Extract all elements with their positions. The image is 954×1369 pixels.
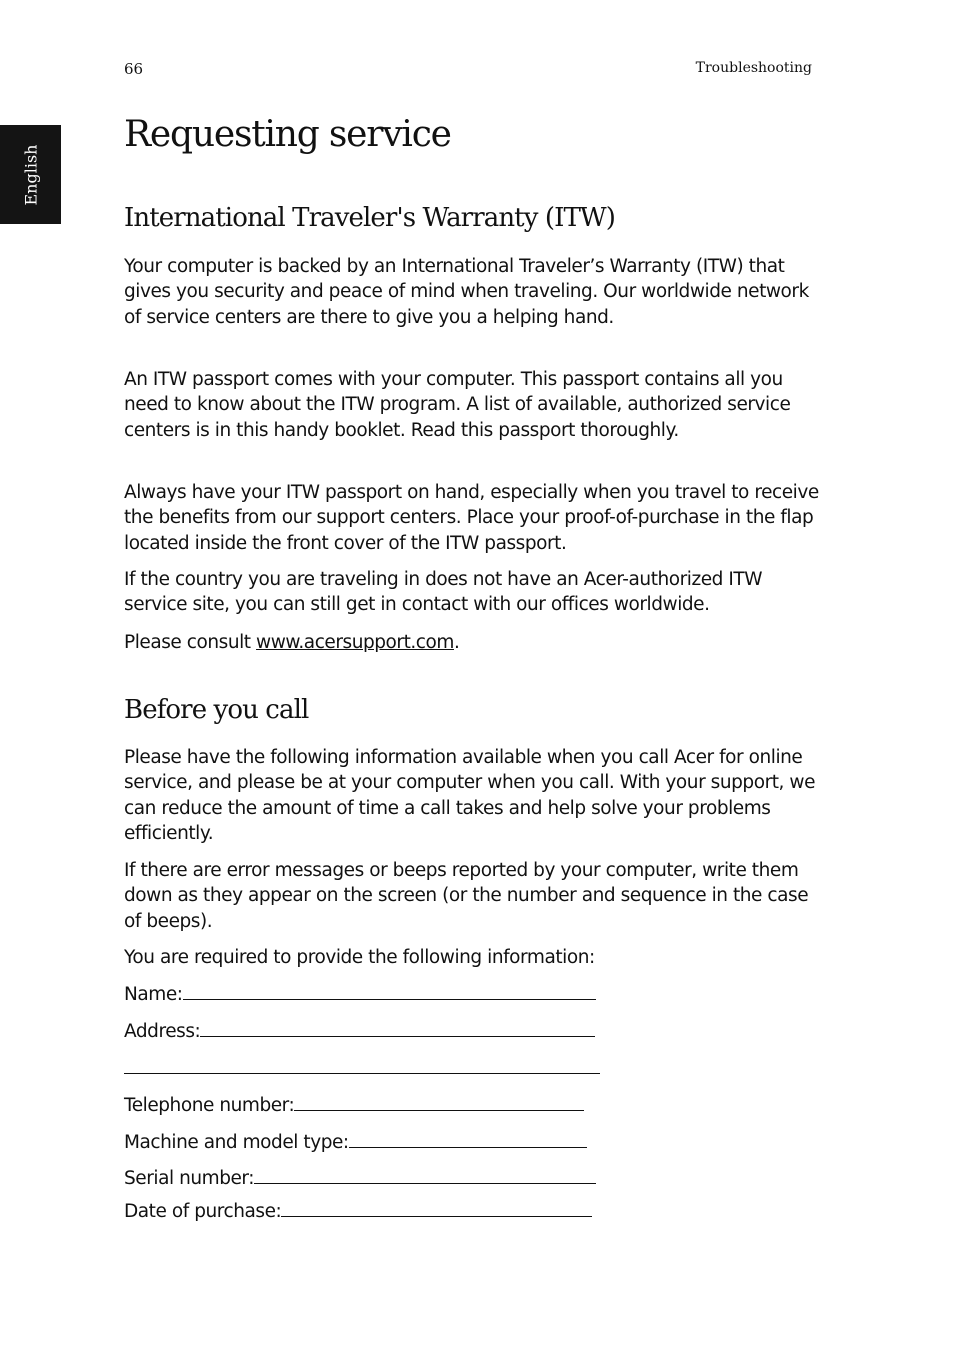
consult-paragraph bbox=[124, 630, 824, 655]
machine-model-field-label: Machine and model type: bbox=[124, 1132, 349, 1153]
serial-number-field-label: Serial number: bbox=[124, 1168, 255, 1189]
page-title: Requesting service bbox=[124, 114, 451, 155]
itw-paragraph: If the country you are traveling in does not have an Acer-authorized ITW service site, you can still get in contact with our offices worldwide. bbox=[124, 569, 763, 616]
itw-paragraph: An ITW passport comes with your computer. This passport contains all you need to know about the ITW program. A list of available, authorized service centers is in this handy booklet. Read this passport thoroughly. bbox=[124, 369, 791, 441]
address-blank[interactable] bbox=[200, 1019, 595, 1037]
language-tab bbox=[0, 125, 61, 224]
before-call-heading: Before you call bbox=[124, 695, 309, 725]
acersupport-link[interactable]: www.acersupport.com bbox=[256, 632, 454, 653]
page-number: 66 bbox=[124, 60, 144, 78]
address-continuation bbox=[124, 1056, 600, 1081]
name-field-label: Name: bbox=[124, 984, 183, 1005]
before-call-paragraph: If there are error messages or beeps reported by your computer, write them down as they appear on the screen (or the number and sequence in the case of beeps). bbox=[124, 860, 809, 932]
serial-number-field bbox=[124, 1166, 596, 1191]
consult-prefix: Please consult bbox=[124, 632, 257, 653]
address-blank-line-2[interactable] bbox=[124, 1056, 600, 1074]
purchase-date-field bbox=[124, 1199, 592, 1224]
name-blank[interactable] bbox=[183, 982, 596, 1000]
purchase-date-field-label: Date of purchase: bbox=[124, 1201, 282, 1222]
address-field bbox=[124, 1019, 595, 1044]
itw-heading: International Traveler's Warranty (ITW) bbox=[124, 203, 615, 233]
itw-paragraph: Always have your ITW passport on hand, especially when you travel to receive the benefits from our support centers. Place your proof-of-purchase in the flap located inside the front cover of the ITW passport. bbox=[124, 482, 819, 554]
telephone-field-label: Telephone number: bbox=[124, 1095, 295, 1116]
purchase-date-blank[interactable] bbox=[281, 1199, 592, 1217]
before-call-paragraph: You are required to provide the following information: bbox=[124, 947, 595, 968]
consult-suffix: . bbox=[453, 632, 460, 653]
serial-number-blank[interactable] bbox=[254, 1166, 596, 1184]
before-call-paragraph: Please have the following information available when you call Acer for online service, and please be at your computer when you call. With your support, we can reduce the amount of time a call takes and help solve your problems efficiently. bbox=[124, 747, 816, 844]
itw-paragraph: Your computer is backed by an International Traveler’s Warranty (ITW) that gives you security and peace of mind when traveling. Our worldwide network of service centers are there to give you a helping hand. bbox=[124, 256, 809, 328]
telephone-blank[interactable] bbox=[294, 1093, 584, 1111]
name-field bbox=[124, 982, 596, 1007]
address-field-label: Address: bbox=[124, 1021, 201, 1042]
machine-model-field bbox=[124, 1130, 587, 1155]
telephone-field bbox=[124, 1093, 584, 1118]
running-head: Troubleshooting bbox=[695, 60, 812, 76]
machine-model-blank[interactable] bbox=[349, 1130, 587, 1148]
language-tab-label: English bbox=[21, 144, 40, 205]
